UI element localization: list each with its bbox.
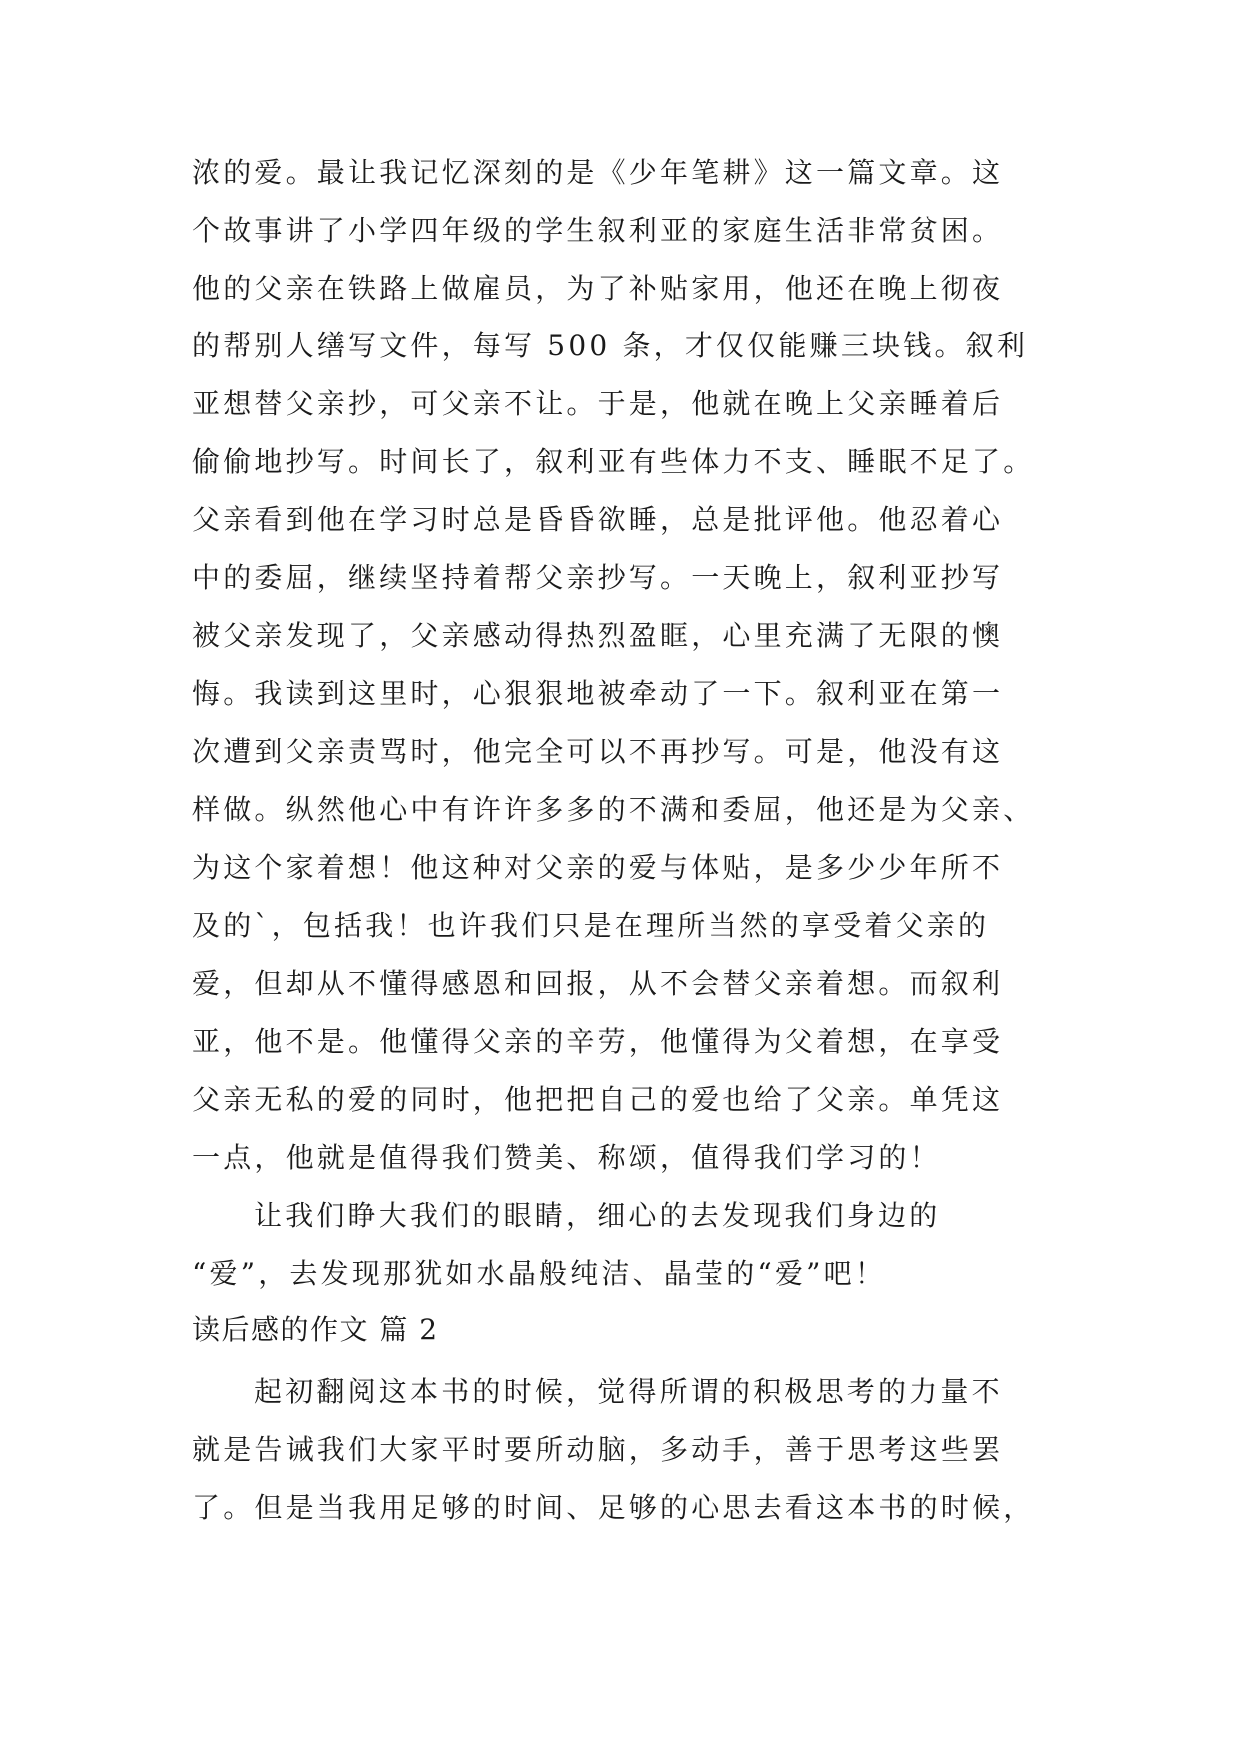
paragraph-line: 他的父亲在铁路上做雇员，为了补贴家用，他还在晚上彻夜 [192,272,1004,305]
paragraph-line: 中的委屈，继续坚持着帮父亲抄写。一天晚上，叙利亚抄写 [192,561,1004,594]
paragraph-line: 为这个家着想！他这种对父亲的爱与体贴，是多少少年所不 [192,851,1004,884]
paragraph-line: 偷偷地抄写。时间长了，叙利亚有些体力不支、睡眠不足了。 [192,445,1035,478]
paragraph-line: 及的`，包括我！也许我们只是在理所当然的享受着父亲的 [192,909,990,942]
paragraph-line: 次遭到父亲责骂时，他完全可以不再抄写。可是，他没有这 [192,735,1004,768]
paragraph-line: 父亲看到他在学习时总是昏昏欲睡，总是批评他。他忍着心 [192,503,1004,536]
paragraph-line: 样做。纵然他心中有许许多多的不满和委屈，他还是为父亲、 [192,793,1035,826]
paragraph-line: 爱，但却从不懂得感恩和回报，从不会替父亲着想。而叙利 [192,967,1004,1000]
paragraph-line: 浓的爱。最让我记忆深刻的是《少年笔耕》这一篇文章。这 [192,156,1004,189]
paragraph-line: 让我们睁大我们的眼睛，细心的去发现我们身边的 [254,1199,941,1232]
paragraph-line: 个故事讲了小学四年级的学生叙利亚的家庭生活非常贫困。 [192,214,1004,247]
section-heading: 读后感的作文 篇 2 [192,1313,439,1346]
paragraph-line: 亚想替父亲抄，可父亲不让。于是，他就在晚上父亲睡着后 [192,387,1004,420]
paragraph-line: 悔。我读到这里时，心狠狠地被牵动了一下。叙利亚在第一 [192,677,1004,710]
paragraph-line: 被父亲发现了，父亲感动得热烈盈眶，心里充满了无限的懊 [192,619,1004,652]
paragraph-line: 起初翻阅这本书的时候，觉得所谓的积极思考的力量不 [254,1375,1003,1408]
paragraph-line: 亚，他不是。他懂得父亲的辛劳，他懂得为父着想，在享受 [192,1025,1004,1058]
paragraph-line: “爱”，去发现那犹如水晶般纯洁、晶莹的“爱”吧！ [192,1257,887,1290]
paragraph-line: 的帮别人缮写文件，每写 500 条，才仅仅能赚三块钱。叙利 [192,329,1029,362]
paragraph-line: 就是告诫我们大家平时要所动脑，多动手，善于思考这些罢 [192,1433,1004,1466]
paragraph-line: 父亲无私的爱的同时，他把把自己的爱也给了父亲。单凭这 [192,1083,1004,1116]
paragraph-line: 了。但是当我用足够的时间、足够的心思去看这本书的时候， [192,1491,1035,1524]
paragraph-line: 一点，他就是值得我们赞美、称颂，值得我们学习的！ [192,1141,941,1174]
